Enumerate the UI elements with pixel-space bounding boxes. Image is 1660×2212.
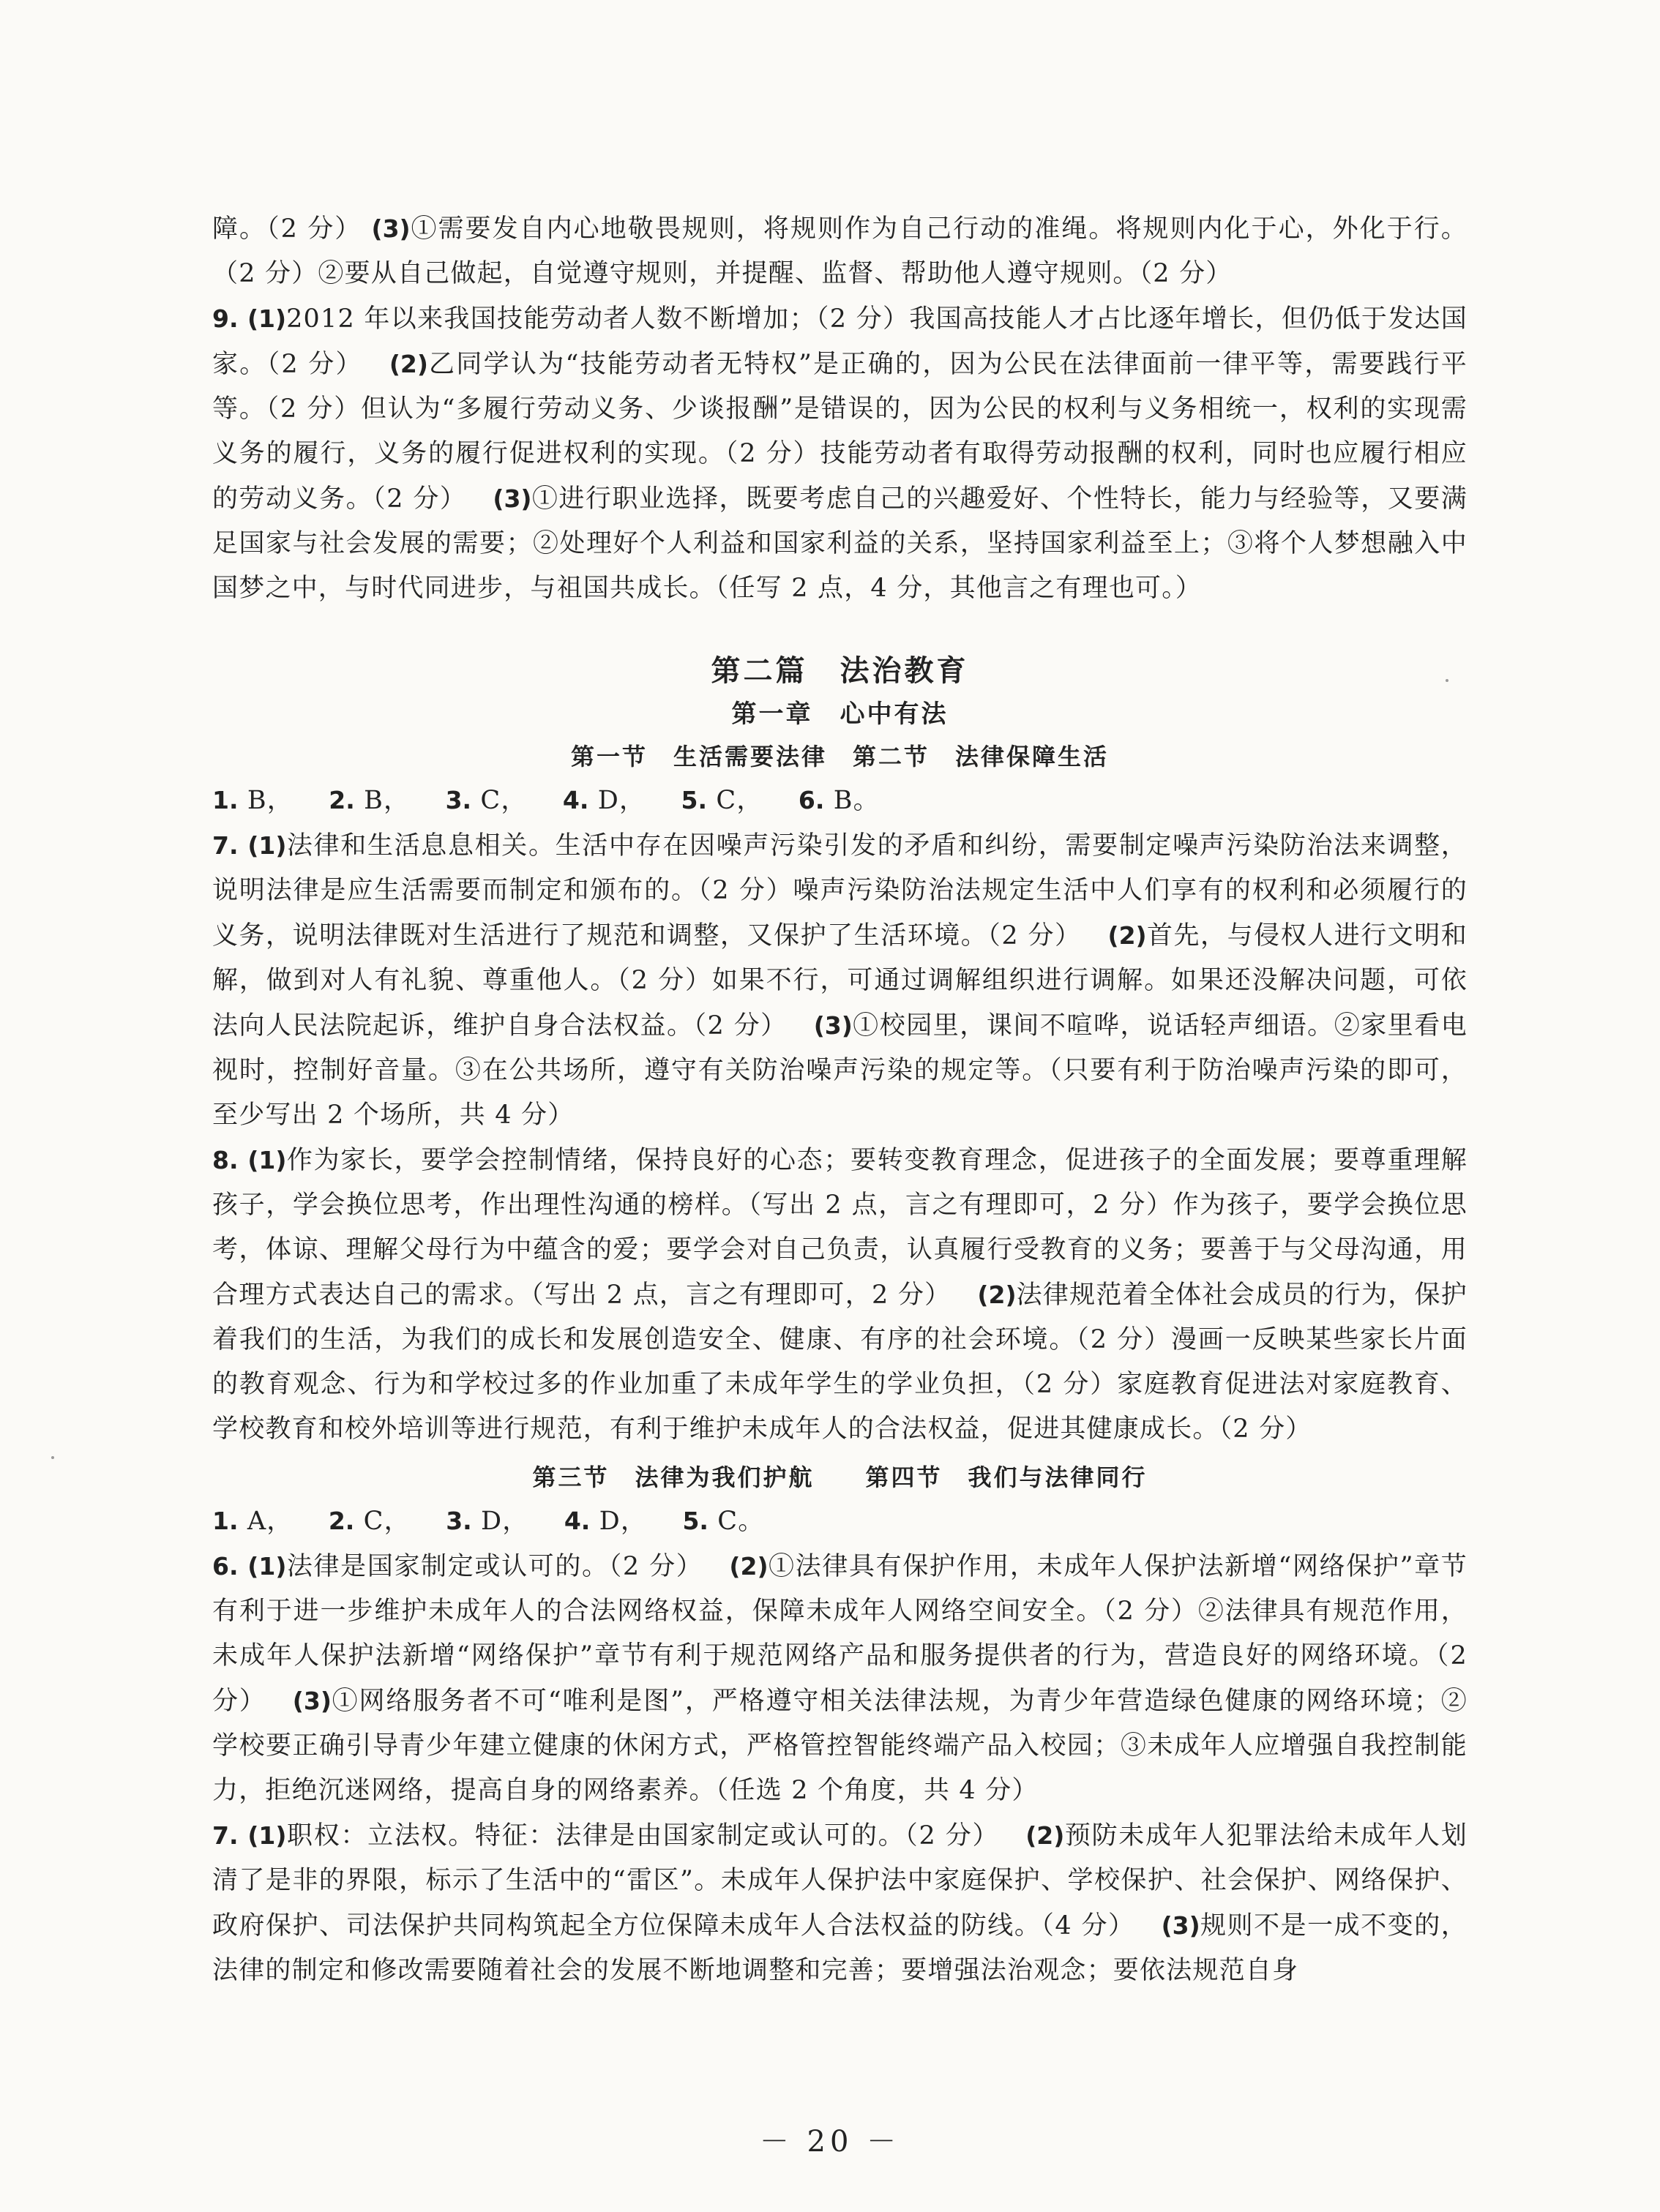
mc-number: 5.	[682, 1507, 709, 1535]
s1-q8-part2-label: (2)	[977, 1281, 1017, 1309]
q9-part1-text: 2012 年以来我国技能劳动者人数不断增加；（2 分）我国高技能人才占比逐年增长，但仍低于发达国家。（2 分）	[212, 304, 1468, 379]
mc-number: 4.	[564, 1507, 591, 1535]
mc-number: 3.	[446, 1507, 472, 1535]
q9-part1-label: (1)	[247, 304, 287, 333]
section2-title: 第三节 法律为我们护航 第四节 我们与法律同行	[532, 1463, 1148, 1491]
s2-q7-part2-label: (2)	[1025, 1821, 1065, 1850]
mc-number: 3.	[445, 786, 472, 814]
mc-number: 2.	[328, 1507, 355, 1535]
scan-speck	[51, 1456, 54, 1459]
part-title: 第二篇 法治教育	[711, 654, 969, 688]
q9-number: 9.	[212, 304, 239, 333]
page-number: － 20 －	[759, 2125, 901, 2159]
mc-number: 2.	[329, 786, 355, 814]
s2-q7-part1-label: (1)	[247, 1821, 287, 1850]
s1-q8-part1-label: (1)	[247, 1146, 287, 1174]
q9-part3-text: ①进行职业选择，既要考虑自己的兴趣爱好、个性特长，能力与经验等，又要满足国家与社会发展的需要；②处理好个人利益和国家利益的关系，坚持国家利益至上；③将个人梦想融入中国梦之中，与时代同进步，与祖国共成长。（任写 2 点，4 分，其他言之有理也可。）	[212, 484, 1468, 603]
mc-answer: C。	[717, 1507, 765, 1536]
s2-question-6	[212, 1544, 1468, 1813]
q9-part2-label: (2)	[389, 350, 428, 378]
s2-q6-part1-text: 法律是国家制定或认可的。（2 分）	[286, 1552, 703, 1581]
mc-number: 1.	[212, 786, 239, 814]
q9-part2-text: 乙同学认为“技能劳动者无特权”是正确的，因为公民在法律面前一律平等，需要践行平等。（2 分）但认为“多履行劳动义务、少谈报酬”是错误的，因为公民的权利与义务相统一，权利的实现需义务的履行，义务的履行促进权利的实现。（2 分）技能劳动者有取得劳动报酬的权利，同时也应履行相应的劳动义务。（2 分）	[212, 350, 1468, 514]
s1-q7-part3-text: ①校园里，课间不喧哗，说话轻声细语。②家里看电视时，控制好音量。③在公共场所，遵守有关防治噪声污染的规定等。（只要有利于防治噪声污染的即可，至少写出 2 个场所，共 4 分）	[212, 1011, 1468, 1130]
s2-q6-part3-label: (3)	[292, 1687, 332, 1715]
section2-choice-answers	[212, 1499, 1468, 1544]
s1-q7-part2-label: (2)	[1107, 921, 1147, 950]
top-line-start: 障。（2 分）	[212, 214, 362, 244]
mc-answer: D，	[481, 1507, 529, 1536]
s2-q6-number: 6.	[212, 1552, 239, 1581]
mc-answer: D，	[599, 1507, 648, 1536]
mc-answer: C，	[716, 786, 763, 815]
mc-number: 6.	[798, 786, 825, 814]
s1-q8-part1-text: 作为家长，要学会控制情绪，保持良好的心态；要转变教育理念，促进孩子的全面发展；要尊重理解孩子，学会换位思考，作出理性沟通的榜样。（写出 2 点，言之有理即可，2 分）作为孩子，要学会换位思考，体谅、理解父母行为中蕴含的爱；要学会对自己负责，认真履行受教育的义务；要善于与父母沟通，用合理方式表达自己的需求。（写出 2 点，言之有理即可，2 分）	[212, 1146, 1468, 1310]
s2-q6-part2-text: ①法律具有保护作用，未成年人保护法新增“网络保护”章节有利于进一步维护未成年人的合法网络权益，保障未成年人网络空间安全。（2 分）②法律具有规范作用，未成年人保护法新增“网络保护”章节有利于规范网络产品和服务提供者的行为，营造良好的网络环境。（2 分）	[212, 1552, 1468, 1716]
scan-speck	[1446, 679, 1448, 682]
mc-number: 1.	[212, 1507, 239, 1535]
s2-q7-number: 7.	[212, 1821, 239, 1850]
mc-answer: B，	[364, 786, 411, 815]
s1-q7-part3-label: (3)	[813, 1011, 853, 1040]
mc-answer: B，	[247, 786, 294, 815]
mc-answer: D，	[597, 786, 646, 815]
s2-q7-part3-label: (3)	[1161, 1911, 1200, 1940]
q8-part3-label: (3)	[371, 214, 411, 243]
s2-q6-part1-label: (1)	[247, 1552, 287, 1581]
s2-question-7	[212, 1813, 1468, 1993]
s2-q6-part2-label: (2)	[729, 1552, 769, 1581]
section1-choice-answers	[212, 778, 1468, 823]
q8-part3-text: ①需要发自内心地敬畏规则，将规则作为自己行动的准绳。将规则内化于心，外化于行。（2 分）②要从自己做起，自觉遵守规则，并提醒、监督、帮助他人遵守规则。（2 分）	[212, 214, 1468, 288]
s1-question-7	[212, 823, 1468, 1138]
mc-answer: A，	[247, 1507, 294, 1536]
mc-number: 5.	[681, 786, 708, 814]
s1-q7-number: 7.	[212, 831, 239, 860]
s2-q7-part1-text: 职权：立法权。特征：法律是由国家制定或认可的。（2 分）	[286, 1821, 1000, 1851]
mc-answer: B。	[833, 786, 880, 815]
s2-q6-part3-text: ①网络服务者不可“唯利是图”，严格遵守相关法律法规，为青少年营造绿色健康的网络环境；②学校要正确引导青少年建立健康的休闲方式，严格管控智能终端产品入校园；③未成年人应增强自我控制能力，拒绝沉迷网络，提高自身的网络素养。（任选 2 个角度，共 4 分）	[212, 1687, 1468, 1805]
s1-q7-part1-label: (1)	[247, 831, 287, 860]
s2-q7-part2-text: 预防未成年人犯罪法给未成年人划清了是非的界限，标示了生活中的“雷区”。未成年人保护法中家庭保护、学校保护、社会保护、网络保护、政府保护、司法保护共同构筑起全方位保障未成年人合法权益的防线。（4 分）	[212, 1821, 1468, 1941]
top-paragraph	[212, 206, 1468, 296]
answer-page	[212, 206, 1468, 1993]
s1-q8-part2-text: 法律规范着全体社会成员的行为，保护着我们的生活，为我们的成长和发展创造安全、健康、有序的社会环境。（2 分）漫画一反映某些家长片面的教育观念、行为和学校过多的作业加重了未成年学生的学业负担，（2 分）家庭教育促进法对家庭教育、学校教育和校外培训等进行规范，有利于维护未成年人的合法权益，促进其健康成长。（2 分）	[212, 1281, 1468, 1444]
mc-answer: C，	[363, 1507, 411, 1536]
q9-part3-label: (3)	[493, 484, 532, 513]
mc-answer: C，	[480, 786, 528, 815]
mc-number: 4.	[562, 786, 589, 814]
s1-q7-part2-text: 首先，与侵权人进行文明和解，做到对人有礼貌、尊重他人。（2 分）如果不行，可通过调解组织进行调解。如果还没解决问题，可依法向人民法院起诉，维护自身合法权益。（2 分）	[212, 921, 1468, 1041]
s1-q7-part1-text: 法律和生活息息相关。生活中存在因噪声污染引发的矛盾和纠纷，需要制定噪声污染防治法来调整，说明法律是应生活需要而制定和颁布的。（2 分）噪声污染防治法规定生活中人们享有的权利和必须履行的义务，说明法律既对生活进行了规范和调整，又保护了生活环境。（2 分）	[212, 831, 1468, 951]
s2-q7-part3-text: 规则不是一成不变的，法律的制定和修改需要随着社会的发展不断地调整和完善；要增强法治观念；要依法规范自身	[212, 1911, 1468, 1985]
s1-q8-number: 8.	[212, 1146, 239, 1174]
section1-title: 第一节 生活需要法律 第二节 法律保障生活	[570, 743, 1109, 771]
s1-question-8	[212, 1138, 1468, 1452]
question-9	[212, 296, 1468, 611]
chapter-title: 第一章 心中有法	[731, 700, 949, 729]
